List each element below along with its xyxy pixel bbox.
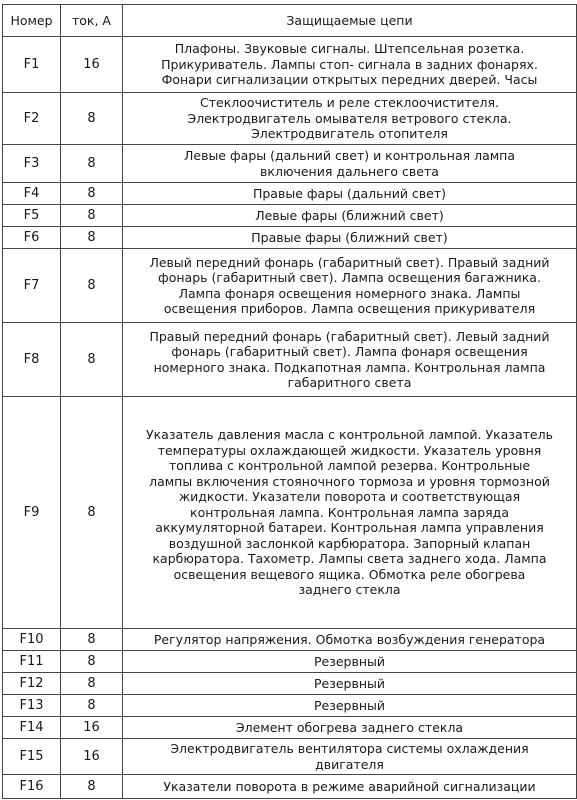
protected-circuits (123, 93, 577, 145)
circuit-line: карбюратора. Тахометр. Лампы света заднего хода. Лампа (152, 551, 547, 567)
fuse-current: 8 (61, 629, 123, 651)
protected-circuits (123, 37, 577, 93)
circuit-line: включения дальнего света (260, 163, 439, 179)
circuit-line: Электродвигатель омывателя ветрового стекла. (187, 110, 512, 126)
circuit-line: воздушной заслонкой карбюратора. Запорный клапан (168, 535, 531, 551)
fuse-current: 8 (61, 695, 123, 717)
circuit-line: Фонари сигнализации открытых передних дверей. Часы (161, 72, 538, 88)
circuit-line: контрольная лампа. Контрольная лампа заряда (190, 504, 509, 520)
table-row (3, 695, 577, 717)
fuse-number: F4 (3, 183, 61, 205)
circuit-line: Электродвигатель отопителя (251, 126, 448, 142)
protected-circuits (123, 629, 577, 651)
protected-circuits (123, 227, 577, 249)
fuse-number: F1 (3, 37, 61, 93)
circuit-line: Правые фары (дальний свет) (252, 185, 447, 201)
circuit-line: заднего стекла (298, 582, 401, 598)
circuit-line: Левые фары (дальний свет) и контрольная лампа (183, 148, 516, 163)
circuit-line: Регулятор напряжения. Обмотка возбуждения генератора (153, 631, 546, 647)
table-row (3, 651, 577, 673)
circuit-line: Электродвигатель вентилятора системы охлаждения (170, 741, 529, 756)
circuit-line: освещения вещевого ящика. Обмотка реле обогрева (173, 566, 526, 582)
circuit-line: Левый передний фонарь (габаритный свет). Правый задний (149, 254, 550, 270)
circuit-line: Левые фары (ближний свет) (255, 207, 444, 223)
fuse-current: 8 (61, 651, 123, 673)
fuse-current: 16 (61, 739, 123, 775)
table-row (3, 397, 577, 629)
fuse-number: F13 (3, 695, 61, 717)
fuse-number: F6 (3, 227, 61, 249)
table-row (3, 775, 577, 799)
protected-circuits (123, 397, 577, 629)
fuse-number: F14 (3, 717, 61, 739)
protected-circuits (123, 717, 577, 739)
protected-circuits (123, 673, 577, 695)
circuit-line: Лампа фонаря освещения номерного знака. Лампы (178, 285, 521, 301)
circuit-line: аккумуляторной батареи. Контрольная лампа управления (155, 520, 544, 536)
protected-circuits (123, 775, 577, 799)
fuse-current: 8 (61, 205, 123, 227)
header-number: Номер (3, 5, 61, 37)
circuit-line: лампы включения стояночного тормоза и уровня тормозной (149, 473, 550, 489)
fuse-current: 8 (61, 183, 123, 205)
protected-circuits (123, 249, 577, 323)
fuse-number: F2 (3, 93, 61, 145)
table-row (3, 717, 577, 739)
circuit-line: номерного знака. Подкапотная лампа. Контрольная лампа (153, 359, 546, 375)
fuse-current: 8 (61, 93, 123, 145)
fuse-current: 8 (61, 775, 123, 799)
fuse-number: F16 (3, 775, 61, 799)
circuit-line: Правые фары (ближний свет) (251, 229, 448, 245)
circuit-line: Правый передний фонарь (габаритный свет). Левый задний (149, 328, 550, 344)
circuit-line: Плафоны. Звуковые сигналы. Штепсельная розетка. (174, 41, 525, 57)
fuse-current: 16 (61, 37, 123, 93)
fuse-table (2, 4, 577, 799)
circuit-line: топлива с контрольной лампой резерва. Контрольные (168, 458, 531, 474)
circuit-line: освещения приборов. Лампа освещения прикуривателя (163, 301, 536, 316)
circuit-line: Указатель давления масла с контрольной лампой. Указатель (146, 427, 553, 443)
protected-circuits (123, 183, 577, 205)
circuit-line: Резервный (313, 697, 386, 713)
fuse-number: F10 (3, 629, 61, 651)
table-row (3, 37, 577, 93)
fuse-current: 8 (61, 673, 123, 695)
fuse-number: F7 (3, 249, 61, 323)
fuse-number: F3 (3, 145, 61, 183)
circuit-line: Стеклоочиститель и реле стеклоочистителя. (200, 95, 499, 111)
fuse-current: 8 (61, 145, 123, 183)
header-row (3, 5, 577, 37)
protected-circuits (123, 323, 577, 397)
circuit-line: температуры охлаждающей жидкости. Указатель уровня (157, 442, 542, 458)
circuit-line: двигателя (315, 756, 384, 772)
header-current: ток, А (61, 5, 123, 37)
table-row (3, 249, 577, 323)
table-row (3, 93, 577, 145)
circuit-line: Резервный (313, 653, 386, 669)
fuse-number: F12 (3, 673, 61, 695)
fuse-current: 8 (61, 249, 123, 323)
protected-circuits (123, 695, 577, 717)
fuse-current: 8 (61, 397, 123, 629)
table-row (3, 323, 577, 397)
protected-circuits (123, 205, 577, 227)
circuit-line: Прикуриватель. Лампы стоп- сигнала в задних фонарях. (161, 56, 538, 72)
fuse-current: 16 (61, 717, 123, 739)
fuse-number: F11 (3, 651, 61, 673)
fuse-current: 8 (61, 323, 123, 397)
circuit-line: фонарь (габаритный свет). Лампа освещения багажника. (158, 270, 541, 285)
table-row (3, 227, 577, 249)
fuse-number: F15 (3, 739, 61, 775)
table-row (3, 183, 577, 205)
fuse-number: F8 (3, 323, 61, 397)
header-circuits: Защищаемые цепи (123, 5, 577, 37)
protected-circuits (123, 739, 577, 775)
circuit-line: габаритного света (287, 375, 412, 390)
table-row (3, 205, 577, 227)
circuit-line: Резервный (313, 675, 386, 691)
protected-circuits (123, 651, 577, 673)
fuse-current: 8 (61, 227, 123, 249)
table-row (3, 739, 577, 775)
fuse-number: F9 (3, 397, 61, 629)
circuit-line: Указатели поворота в режиме аварийной сигнализации (163, 778, 536, 794)
circuit-line: жидкости. Указатели поворота и соответствующая (178, 489, 521, 505)
fuse-number: F5 (3, 205, 61, 227)
circuit-line: фонарь (габаритный свет). Лампа фонаря освещения (171, 344, 528, 359)
table-row (3, 145, 577, 183)
table-row (3, 629, 577, 651)
table-row (3, 673, 577, 695)
circuit-line: Элемент обогрева заднего стекла (235, 719, 464, 735)
protected-circuits (123, 145, 577, 183)
